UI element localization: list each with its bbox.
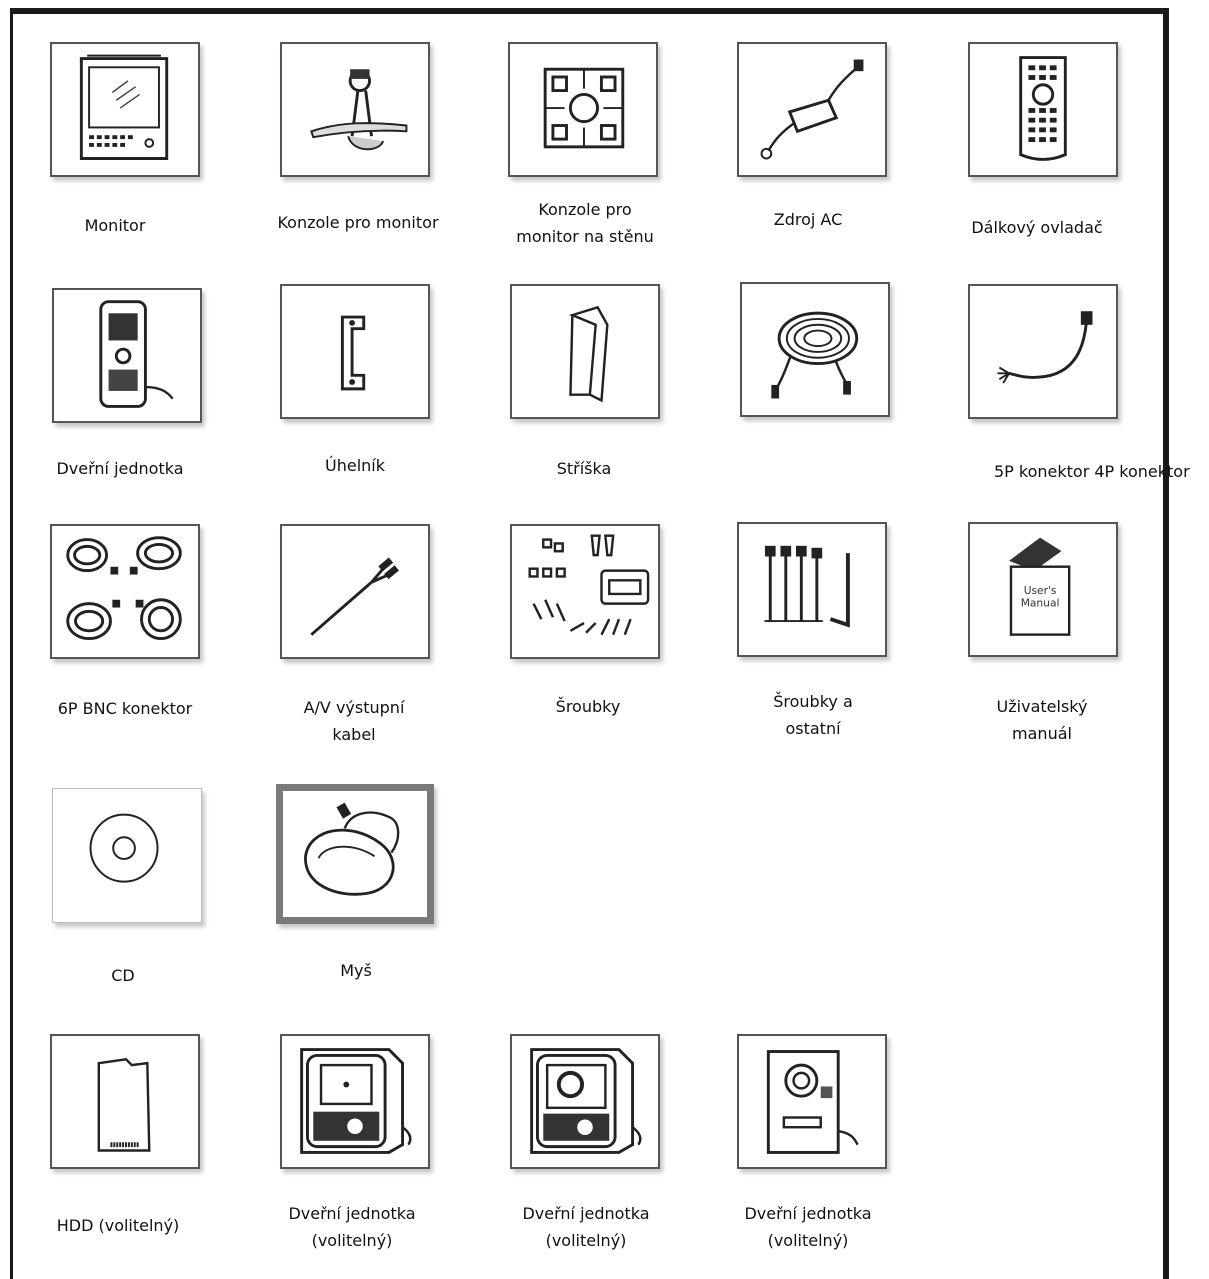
door-unit-icon [282, 1036, 428, 1167]
item-box-bnc [50, 524, 200, 659]
hdd-icon [52, 1036, 198, 1167]
item-box-angle-bracket [280, 284, 430, 419]
item-box-av-cable [280, 524, 430, 659]
item-label: Konzole pro monitor [277, 213, 439, 232]
item-box-cd [52, 788, 202, 923]
item-box-monitor-stand [280, 42, 430, 177]
bnc-cables-icon [52, 526, 198, 657]
item-box-hdd [50, 1034, 200, 1169]
remote-control-icon [970, 44, 1116, 175]
manual-cover-text: User's [1023, 583, 1057, 597]
cable-reel-icon [742, 284, 888, 415]
item-box-screws [510, 524, 660, 659]
av-cable-icon [282, 526, 428, 657]
item-label: Úhelník [325, 456, 385, 475]
item-box-connector-5p4p [968, 284, 1118, 419]
angle-bracket-icon [282, 286, 428, 417]
item-label: Zdroj AC [773, 210, 843, 229]
monitor-stand-icon [282, 44, 428, 175]
item-label: Dveřní jednotka [56, 459, 184, 478]
item-label: 5P konektor 4P konektor [994, 462, 1190, 481]
item-label: Dálkový ovladač [971, 218, 1103, 237]
mouse-icon [283, 791, 427, 917]
manual-cover-text: Manual [1020, 596, 1060, 610]
item-box-mouse [276, 784, 434, 924]
item-box-door-unit-opt-1 [280, 1034, 430, 1169]
item-label: Šroubky [555, 697, 621, 716]
item-box-ac-adapter [737, 42, 887, 177]
connector-cable-icon [970, 286, 1116, 417]
item-label: Uživatelský manuál [996, 697, 1088, 743]
cd-icon [53, 789, 201, 922]
wall-bracket-icon [510, 44, 656, 175]
door-unit-camera-icon [512, 1036, 658, 1167]
item-box-cable-reel [740, 282, 890, 417]
item-label: Dveřní jednotka (volitelný) [522, 1204, 650, 1250]
item-box-door-unit-opt-3 [737, 1034, 887, 1169]
rain-cover-icon [512, 286, 658, 417]
item-box-door-unit [52, 288, 202, 423]
item-label: CD [111, 966, 135, 985]
screws-wrench-icon [739, 524, 885, 655]
item-label: A/V výstupní kabel [303, 698, 405, 744]
power-adapter-icon [739, 44, 885, 175]
item-label: Monitor [84, 216, 146, 235]
item-label: Konzole pro monitor na stěnu [516, 200, 654, 246]
screws-icon [512, 526, 658, 657]
door-unit-icon [54, 290, 200, 421]
monitor-icon [52, 44, 198, 175]
item-label: Dveřní jednotka (volitelný) [744, 1204, 872, 1250]
item-box-rain-cover [510, 284, 660, 419]
item-label: 6P BNC konektor [57, 699, 193, 718]
item-box-wall-bracket [508, 42, 658, 177]
user-manual-icon [970, 524, 1116, 655]
item-label: Dveřní jednotka (volitelný) [288, 1204, 416, 1250]
item-label: Myš [340, 961, 372, 980]
door-unit-panel-icon [739, 1036, 885, 1167]
item-label: Šroubky a ostatní [773, 692, 853, 738]
item-box-monitor [50, 42, 200, 177]
item-label: HDD (volitelný) [56, 1216, 180, 1235]
item-label: Stříška [556, 459, 612, 478]
item-box-manual [968, 522, 1118, 657]
item-box-remote [968, 42, 1118, 177]
item-box-screws-other [737, 522, 887, 657]
item-box-door-unit-opt-2 [510, 1034, 660, 1169]
